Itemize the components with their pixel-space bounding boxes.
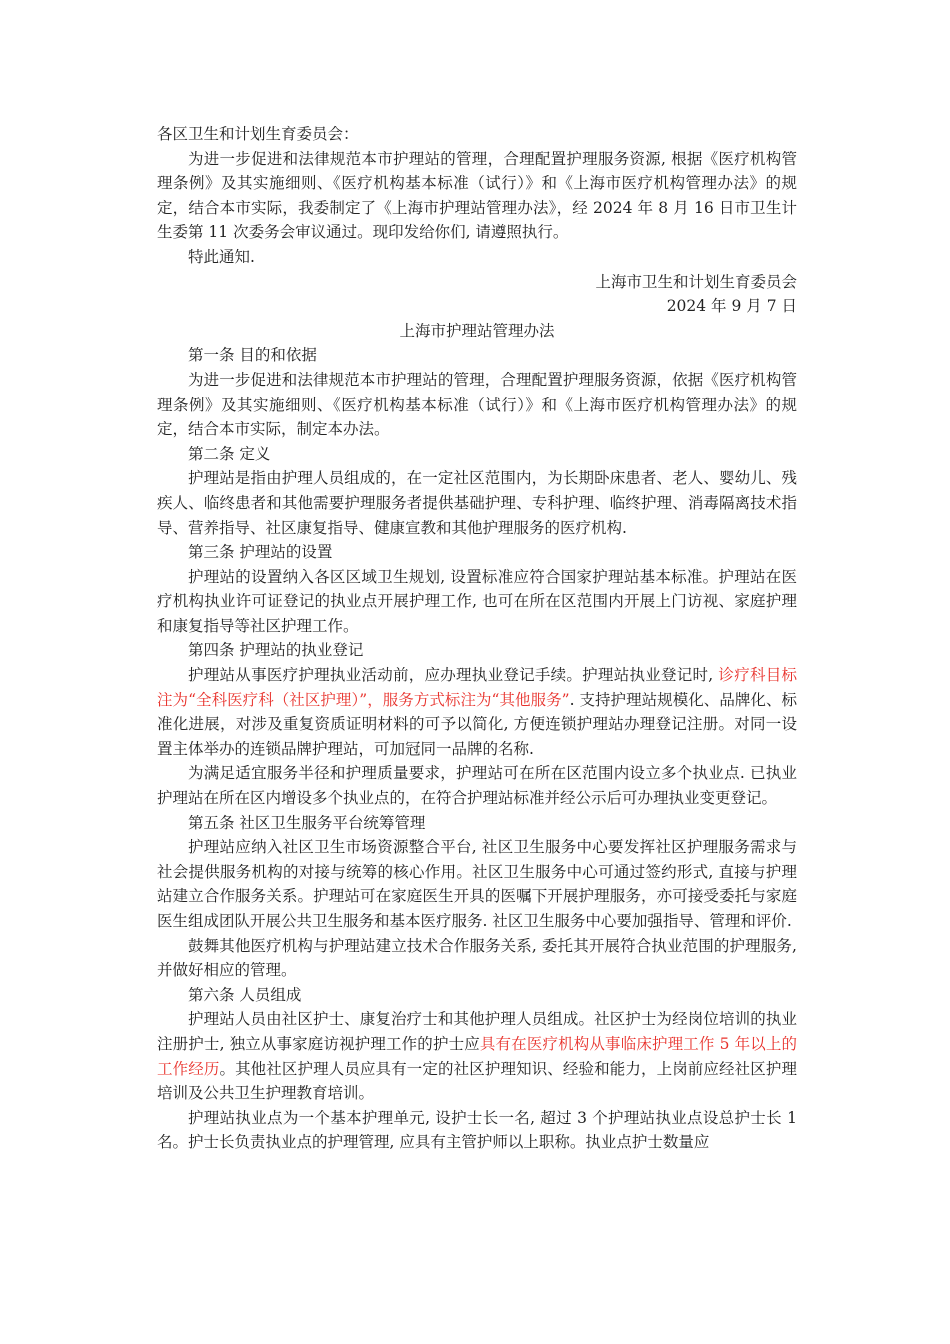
article-4-heading: 第四条 护理站的执业登记: [188, 641, 364, 660]
article-6-text-b: 。其他社区护理人员应具有一定的社区护理知识、经验和能力，上岗前应经社区护理培训及公共卫生护理教育培训。: [157, 1059, 797, 1103]
article-3-paragraph: 护理站的设置纳入各区区域卫生规划, 设置标准应符合国家护理站基本标准。护理站在医疗机构执业许可证登记的执业点开展护理工作, 也可在所在区范围内开展上门访视、家庭护理和康复指导等社区护理工作。: [157, 567, 797, 635]
article-1-paragraph: 为进一步促进和法律规范本市护理站的管理，合理配置护理服务资源，依据《医疗机构管理条例》及其实施细则、《医疗机构基本标准（试行）》和《上海市医疗机构管理办法》的规定，结合本市实际，制定本办法。: [157, 370, 797, 439]
document-page: [157, 122, 797, 1155]
salutation: 各区卫生和计划生育委员会：: [157, 125, 359, 143]
intro-paragraph: 为进一步促进和法律规范本市护理站的管理，合理配置护理服务资源, 根据《医疗机构管理条例》及其实施细则、《医疗机构基本标准（试行）》和《上海市医疗机构管理办法》的规定，结合本市实际，我委制定了《上海市护理站管理办法》，经 2024 年 8 月 16 日市卫生计生委第 11 次委务会审议通过。现印发给你们, 请遵照执行。: [157, 149, 797, 242]
notice-line: 特此通知.: [188, 247, 255, 266]
article-5-paragraph-1: 护理站应纳入社区卫生市场资源整合平台, 社区卫生服务中心要发挥社区护理服务需求与社会提供服务机构的对接与统筹的核心作用。社区卫生服务中心可通过签约形式, 直接与护理站建立合作服务关系。护理站可在家庭医生开具的医嘱下开展护理服务，亦可接受委托与家庭医生组成团队开展公共卫生服务和基本医疗服务. 社区卫生服务中心要加强指导、管理和评价.: [157, 838, 797, 930]
article-3-heading: 第三条 护理站的设置: [188, 543, 333, 562]
article-6-highlight: 具有在医疗机构从事临床护理工作 5 年以上的工作经历: [157, 1034, 797, 1078]
article-6-paragraph-1: [157, 1007, 797, 1105]
article-1-heading: 第一条 目的和依据: [188, 346, 317, 365]
article-2-heading: 第二条 定义: [188, 444, 271, 463]
issue-date: 2024 年 9 月 7 日: [666, 297, 797, 316]
article-6-paragraph-2: 护理站执业点为一个基本护理单元, 设护士长一名, 超过 3 个护理站执业点设总护士长 1 名。护士长负责执业点的护理管理, 应具有主管护师以上职称。执业点护士数量应: [157, 1108, 797, 1152]
article-6-text-a: 护理站人员由社区护士、康复治疗士和其他护理人员组成。社区护士为经岗位培训的执业注册护士, 独立从事家庭访视护理工作的护士应: [157, 1010, 797, 1053]
article-2-paragraph: 护理站是指由护理人员组成的，在一定社区范围内，为长期卧床患者、老人、婴幼儿、残疾人、临终患者和其他需要护理服务者提供基础护理、专科护理、临终护理、消毒隔离技术指导、营养指导、社区康复指导、健康宣教和其他护理服务的医疗机构.: [157, 469, 797, 537]
doc-title: 上海市护理站管理办法: [399, 321, 555, 340]
article-4-paragraph-1: [157, 663, 797, 761]
article-4-paragraph-2: 为满足适宜服务半径和护理质量要求，护理站可在所在区范围内设立多个执业点. 已执业护理站在所在区内增设多个执业点的，在符合护理站标准并经公示后可办理执业变更登记。: [157, 764, 797, 808]
article-5-paragraph-2: 鼓舞其他医疗机构与护理站建立技术合作服务关系, 委托其开展符合执业范围的护理服务, 并做好相应的管理。: [157, 936, 797, 980]
issuer: 上海市卫生和计划生育委员会: [595, 272, 797, 291]
article-4-text-a: 护理站从事医疗护理执业活动前，应办理执业登记手续。护理站执业登记时,: [188, 666, 719, 685]
article-5-heading: 第五条 社区卫生服务平台统筹管理: [188, 813, 426, 832]
article-6-heading: 第六条 人员组成: [188, 985, 302, 1004]
article-4-text-b: . 支持护理站规模化、品牌化、标准化进展，对涉及重复资质证明材料的可予以简化, 方便连锁护理站办理登记注册。对同一设置主体举办的连锁品牌护理站，可加冠同一品牌的名称.: [157, 690, 797, 758]
article-4-highlight: 诊疗科目标注为“全科医疗科（社区护理）”，服务方式标注为“其他服务”: [157, 666, 797, 709]
